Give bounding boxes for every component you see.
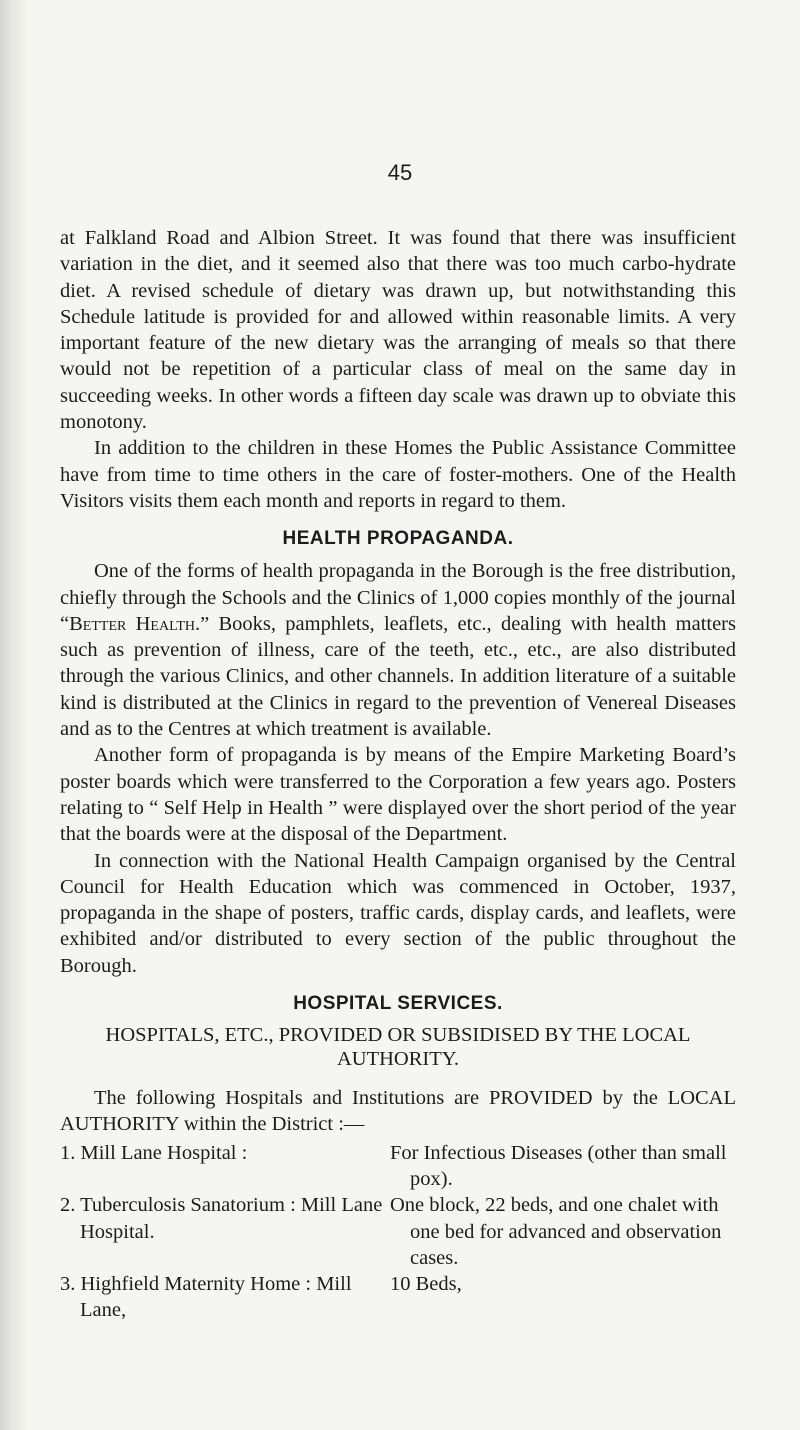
subheading-hospitals-provided: HOSPITALS, ETC., PROVIDED OR SUBSIDISED BY THE LOCAL AUTHORITY.: [105, 1024, 691, 1071]
heading-health-propaganda: HEALTH PROPAGANDA.: [282, 528, 514, 550]
propaganda-text-after: .” Books, pamphlets, leaflets, etc., dealing with health matters such as prevention of illness, care of the teeth, etc., etc., are also distributed through the various Clinics, and other channels. In addition literature of a suitable kind is distributed at the Clinics in regard to the prevention of Venereal Diseases and as to the Centres at which treatment is available.: [60, 612, 736, 741]
facility-row: [60, 1271, 736, 1324]
paragraph-national-campaign: In connection with the National Health Campaign organised by the Central Council for Health Education which was commenced in October, 1937, propaganda in the shape of posters, traffic cards, display cards, and leaflets, were exhibited and/or distributed to every section of the public throughout the Borough.: [60, 849, 736, 977]
paragraph-propaganda-distribution: [60, 558, 736, 742]
facility-description: For Infectious Diseases (other than small pox).: [390, 1141, 727, 1190]
page-number: 45: [387, 160, 413, 185]
facility-row: [60, 1140, 736, 1193]
paragraph-poster-boards: Another form of propaganda is by means of the Empire Marketing Board’s poster boards which were transferred to the Corporation a few years ago. Posters relating to “ Self Help in Health ” were displayed over the short period of the year that the boards were at the disposal of the Department.: [60, 744, 736, 846]
page-content: [60, 225, 736, 1324]
heading-hospital-services: HOSPITAL SERVICES.: [293, 993, 503, 1015]
facility-name: 3. Highfield Maternity Home : Mill Lane,: [60, 1273, 352, 1322]
facility-name: 2. Tuberculosis Sanatorium : Mill Lane Hospital.: [60, 1194, 383, 1243]
facility-row: [60, 1192, 736, 1271]
paragraph-dietary: at Falkland Road and Albion Street. It was found that there was insufficient variation in the diet, and it seemed also that there was too much carbo-hydrate diet. A revised schedule of dietary was drawn up, but notwithstanding this Schedule latitude is provided for and allowed within reasonable limits. A very important feature of the new dietary was the arranging of meals so that there would not be repetition of a particular class of meal on the same day in succeeding weeks. In other words a fifteen day scale was drawn up to obviate this monotony.: [60, 227, 736, 434]
facility-description: 10 Beds,: [390, 1273, 462, 1296]
facility-description: One block, 22 beds, and one chalet with one bed for advanced and observation cases.: [390, 1194, 722, 1269]
journal-title: Better Health: [69, 612, 195, 635]
page-binding-edge: [0, 0, 26, 1430]
propaganda-text-before: One of the forms of health propaganda in the Borough is the free distribution, chiefly through the Schools and the Clinics of 1,000 copies monthly of the journal “: [60, 560, 736, 635]
paragraph-hospitals-intro: The following Hospitals and Institutions are PROVIDED by the LOCAL AUTHORITY within the District :—: [60, 1087, 736, 1136]
paragraph-foster-mothers: In addition to the children in these Homes the Public Assistance Committee have from time to time others in the care of foster-mothers. One of the Health Visitors visits them each month and reports in regard to them.: [60, 437, 736, 512]
facility-name: 1. Mill Lane Hospital :: [60, 1141, 248, 1164]
facilities-list: [60, 1140, 736, 1324]
